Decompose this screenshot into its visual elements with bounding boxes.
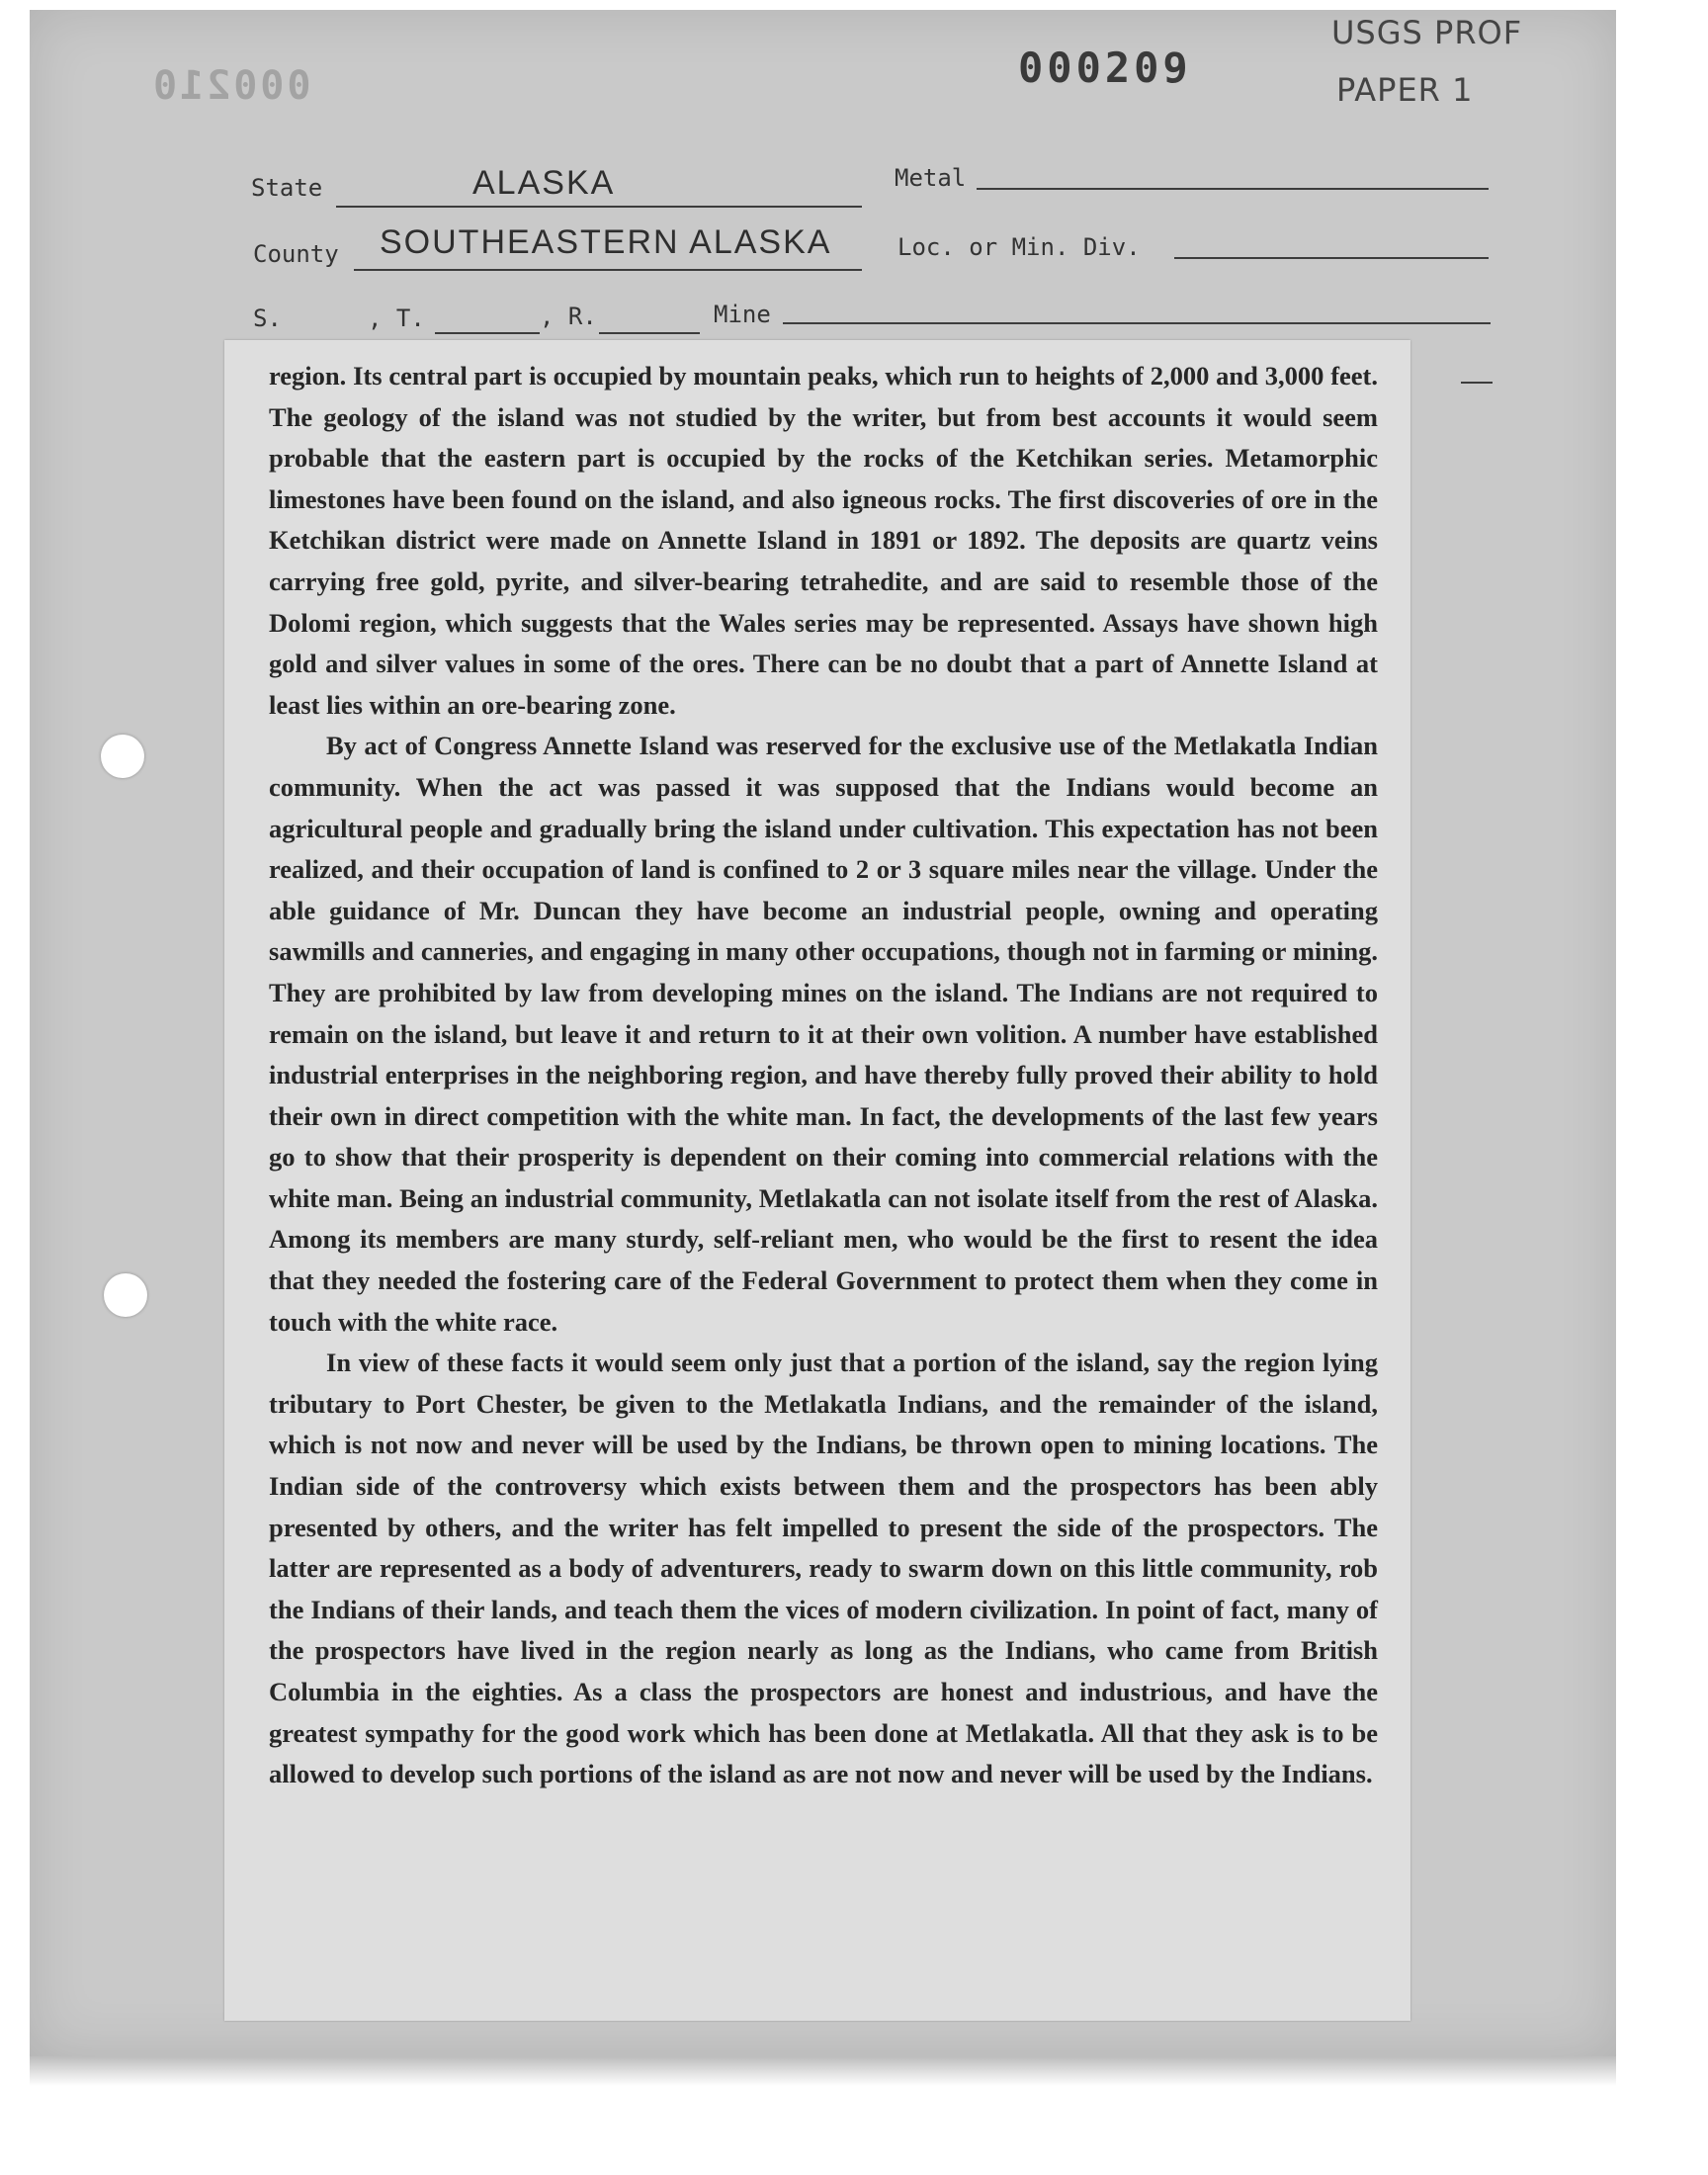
township-label: , T. [368,304,425,332]
article-paragraph: region. Its central part is occupied by mountain peaks, which run to heights of 2,000 and 3,000 feet. The geology of the island was not studied by the writer, but from best accounts it would seem probable that the eastern part is occupied by the rocks of the Ketchikan series. Metamorphic limestones have been found on the island, and also igneous rocks. The first discoveries of ore in the Ketchikan district were made on Annette Island in 1891 or 1892. The deposits are quartz veins carrying free gold, pyrite, and silver-bearing tetrahedite, and are said to resemble those of the Dolomi region, which suggests that the Wales series may be represented. Assays have shown high gold and silver values in some of the ores. There can be no doubt that a part of Annette Island at least lies within an ore-bearing zone. [269,361,1378,720]
county-value: SOUTHEASTERN ALASKA [380,223,832,261]
county-underline [354,269,862,271]
usgs-reference-line1: USGS PROF [1331,14,1523,51]
mine-label: Mine [714,301,771,328]
range-label: , R. [540,303,597,330]
punch-hole-top [101,735,144,778]
range-underline [599,332,700,334]
ghost-document-number: 000210 [150,63,311,109]
metal-underline [977,188,1489,190]
loc-or-min-div-label: Loc. or Min. Div. [897,233,1141,261]
article-body [269,356,1378,1795]
state-label: State [251,174,323,202]
loc-underline [1174,257,1489,259]
pasted-article-clipping [224,340,1410,2021]
township-underline [435,332,540,334]
document-number-stamp: 000209 [1018,44,1192,92]
article-paragraph: In view of these facts it would seem only just that a portion of the island, say the region lying tributary to Port Chester, be given to the Metlakatla Indians, and the remainder of the island, which is not now and never will be used by the Indians, be thrown open to mining locations. The Indian side of the controversy which exists between them and the prospectors has been ably presented by others, and the writer has felt impelled to present the side of the prospectors. The latter are represented as a body of adventurers, ready to swarm down on this little community, rob the Indians of their lands, and teach them the vices of modern civilization. In point of fact, many of the prospectors have lived in the region nearly as long as the Indians, who came from British Columbia in the eighties. As a class the prospectors are honest and industrious, and have the greatest sympathy for the good work which has been done at Metlakatla. All that they ask is to be allowed to develop such portions of the island as are not now and never will be used by the Indians. [269,1348,1378,1789]
state-underline [336,206,862,208]
state-value: ALASKA [472,164,616,202]
county-label: County [253,240,339,268]
mine-underline [783,322,1491,324]
section-label: S. [253,304,282,332]
card-bottom-edge [30,2056,1616,2086]
partial-underline [1461,382,1493,384]
article-paragraph: By act of Congress Annette Island was reserved for the exclusive use of the Metlakatla Indian community. When the act was passed it was supposed that the Indians would become an agricultural people and gradually bring the island under cultivation. This expectation has not been realized, and their occupation of land is confined to 2 or 3 square miles near the village. Under the able guidance of Mr. Duncan they have become an industrial people, owning and operating sawmills and canneries, and engaging in many other occupations, though not in farming or mining. They are prohibited by law from developing mines on the island. The Indians are not required to remain on the island, but leave it and return to it at their own volition. A number have established industrial enterprises in the neighboring region, and have thereby fully proved their ability to hold their own in direct competition with the white man. In fact, the developments of the last few years go to show that their prosperity is dependent on their coming into commercial relations with the white man. Being an industrial community, Metlakatla can not isolate itself from the rest of Alaska. Among its members are many sturdy, self-reliant men, who would be the first to resent the idea that they needed the fostering care of the Federal Government to protect them when they come in touch with the white race. [269,731,1378,1337]
metal-label: Metal [895,164,967,192]
usgs-reference-line2: PAPER 1 [1336,71,1474,109]
punch-hole-bottom [104,1273,147,1317]
